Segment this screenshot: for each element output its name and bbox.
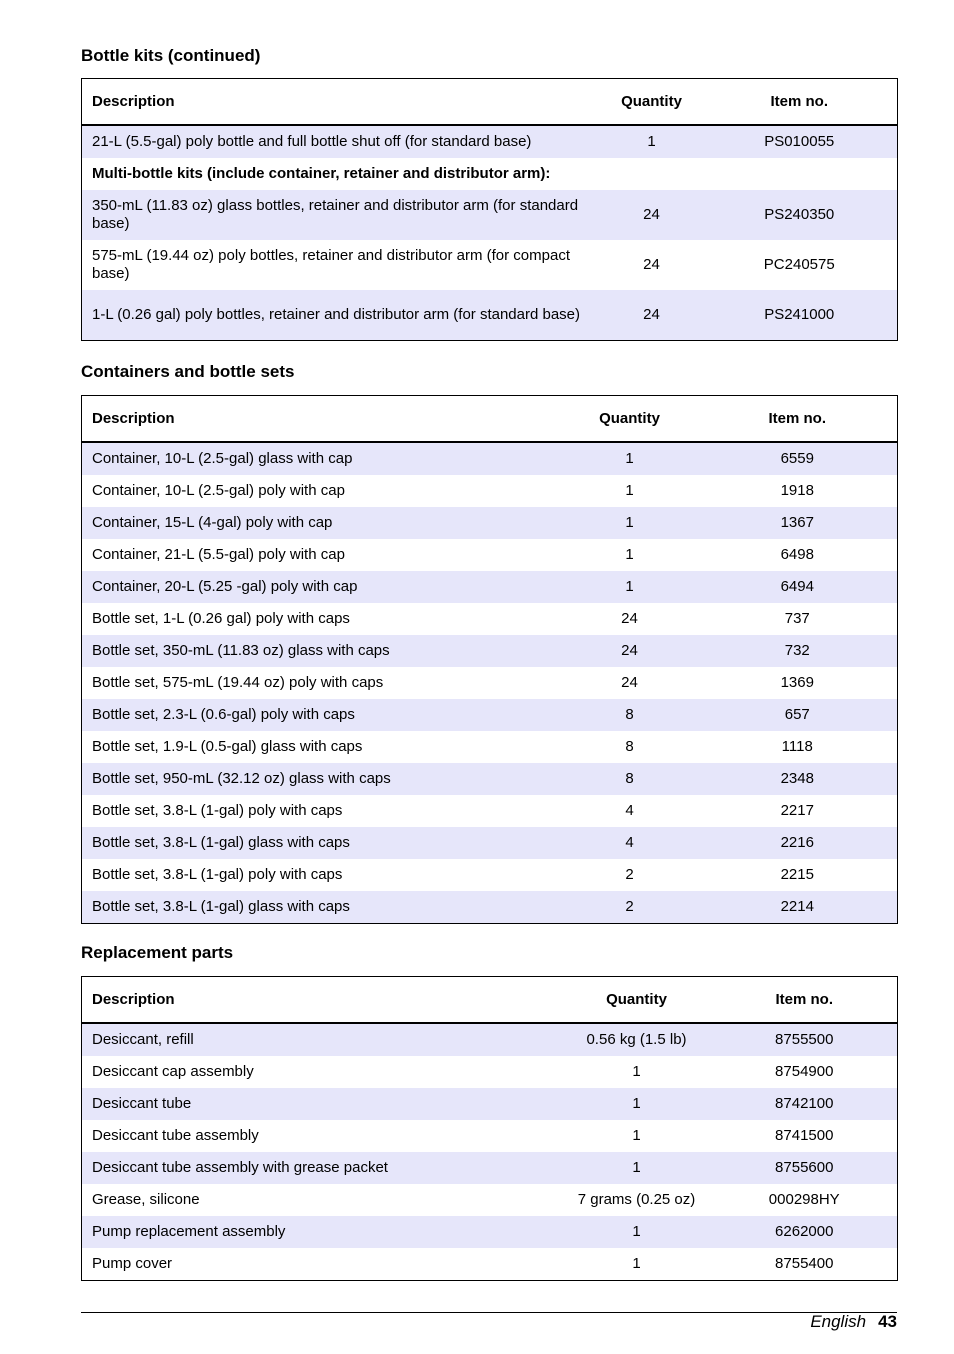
cell-item-no: 8755500 (712, 1023, 898, 1056)
section-title-bottle-kits: Bottle kits (continued) (81, 46, 261, 65)
cell-description: Bottle set, 1.9-L (0.5-gal) glass with caps (82, 731, 562, 763)
table-subheader-row (82, 158, 898, 190)
cell-description: Pump replacement assembly (82, 1216, 562, 1248)
cell-description: Bottle set, 575-mL (19.44 oz) poly with caps (82, 667, 562, 699)
cell-item-no: PS240350 (702, 190, 898, 240)
column-header-item-no: Item no. (712, 977, 898, 1024)
cell-quantity: 24 (562, 667, 698, 699)
cell-item-no: 1118 (698, 731, 898, 763)
bottle-kits-table (81, 78, 898, 341)
cell-description: Desiccant, refill (82, 1023, 562, 1056)
column-header-quantity: Quantity (562, 396, 698, 443)
column-header-description: Description (82, 79, 602, 126)
cell-description: Bottle set, 3.8-L (1-gal) glass with caps (82, 891, 562, 924)
cell-description: Desiccant cap assembly (82, 1056, 562, 1088)
cell-item-no: 2216 (698, 827, 898, 859)
cell-item-no: 2215 (698, 859, 898, 891)
cell-item-no: 6498 (698, 539, 898, 571)
cell-item-no: 737 (698, 603, 898, 635)
cell-quantity: 4 (562, 795, 698, 827)
cell-item-no: 8754900 (712, 1056, 898, 1088)
column-header-description: Description (82, 396, 562, 443)
table-row (82, 539, 898, 571)
table-row (82, 1023, 898, 1056)
cell-quantity: 4 (562, 827, 698, 859)
page-number: 43 (878, 1312, 897, 1331)
table-row (82, 667, 898, 699)
cell-description: Desiccant tube assembly with grease packet (82, 1152, 562, 1184)
cell-description: 350-mL (11.83 oz) glass bottles, retainer and distributor arm (for standard base) (82, 190, 602, 240)
cell-description: Container, 10-L (2.5-gal) glass with cap (82, 442, 562, 475)
cell-item-no: 000298HY (712, 1184, 898, 1216)
column-header-item-no: Item no. (702, 79, 898, 126)
cell-description: Bottle set, 950-mL (32.12 oz) glass with caps (82, 763, 562, 795)
cell-quantity: 1 (602, 125, 702, 158)
table-header-row (82, 396, 898, 443)
cell-quantity: 0.56 kg (1.5 lb) (562, 1023, 712, 1056)
cell-description: Bottle set, 3.8-L (1-gal) poly with caps (82, 795, 562, 827)
section-title-containers: Containers and bottle sets (81, 362, 295, 381)
table-row (82, 1184, 898, 1216)
cell-description: Grease, silicone (82, 1184, 562, 1216)
cell-quantity: 1 (562, 1216, 712, 1248)
cell-item-no: 8755400 (712, 1248, 898, 1281)
cell-description: Desiccant tube assembly (82, 1120, 562, 1152)
cell-description: Pump cover (82, 1248, 562, 1281)
cell-quantity: 24 (602, 190, 702, 240)
cell-item-no: 1369 (698, 667, 898, 699)
table-row (82, 190, 898, 240)
cell-item-no: 2217 (698, 795, 898, 827)
table-row (82, 125, 898, 158)
table-header-row (82, 977, 898, 1024)
table-row (82, 827, 898, 859)
cell-description: 1-L (0.26 gal) poly bottles, retainer and distributor arm (for standard base) (82, 290, 602, 341)
table-row (82, 731, 898, 763)
cell-description: Container, 10-L (2.5-gal) poly with cap (82, 475, 562, 507)
cell-description: Desiccant tube (82, 1088, 562, 1120)
cell-quantity: 8 (562, 699, 698, 731)
table-row (82, 1120, 898, 1152)
page-footer (810, 1312, 897, 1332)
table-row (82, 240, 898, 290)
cell-quantity: 24 (602, 240, 702, 290)
cell-quantity: 1 (562, 1120, 712, 1152)
cell-description: Bottle set, 3.8-L (1-gal) poly with caps (82, 859, 562, 891)
cell-item-no: 8741500 (712, 1120, 898, 1152)
containers-table (81, 395, 898, 924)
table-row (82, 571, 898, 603)
cell-description: 575-mL (19.44 oz) poly bottles, retainer and distributor arm (for compact base) (82, 240, 602, 290)
cell-item-no: 1918 (698, 475, 898, 507)
table-row (82, 1248, 898, 1281)
table-row (82, 475, 898, 507)
footer-language: English (810, 1312, 867, 1331)
cell-quantity: 24 (602, 290, 702, 341)
cell-description: Container, 15-L (4-gal) poly with cap (82, 507, 562, 539)
cell-item-no: 2348 (698, 763, 898, 795)
cell-item-no: 2214 (698, 891, 898, 924)
cell-item-no: 1367 (698, 507, 898, 539)
cell-quantity: 1 (562, 1056, 712, 1088)
cell-quantity: 2 (562, 891, 698, 924)
cell-item-no: PS010055 (702, 125, 898, 158)
cell-item-no: 8742100 (712, 1088, 898, 1120)
table-row (82, 1056, 898, 1088)
table-header-row (82, 79, 898, 126)
cell-quantity: 1 (562, 1248, 712, 1281)
cell-item-no: PC240575 (702, 240, 898, 290)
table-row (82, 795, 898, 827)
table-row (82, 635, 898, 667)
table-row (82, 1216, 898, 1248)
cell-quantity: 1 (562, 442, 698, 475)
cell-subheader: Multi-bottle kits (include container, retainer and distributor arm): (82, 158, 898, 190)
footer-divider (81, 1312, 897, 1313)
cell-quantity: 24 (562, 603, 698, 635)
cell-quantity: 2 (562, 859, 698, 891)
table-row (82, 442, 898, 475)
cell-item-no: 657 (698, 699, 898, 731)
cell-quantity: 1 (562, 475, 698, 507)
cell-item-no: 8755600 (712, 1152, 898, 1184)
cell-description: Bottle set, 3.8-L (1-gal) glass with caps (82, 827, 562, 859)
cell-quantity: 1 (562, 507, 698, 539)
cell-quantity: 24 (562, 635, 698, 667)
section-title-replacement-parts: Replacement parts (81, 943, 234, 962)
table-row (82, 699, 898, 731)
cell-description: Bottle set, 2.3-L (0.6-gal) poly with caps (82, 699, 562, 731)
table-row (82, 1152, 898, 1184)
cell-item-no: PS241000 (702, 290, 898, 341)
cell-description: Bottle set, 1-L (0.26 gal) poly with caps (82, 603, 562, 635)
replacement-parts-table (81, 976, 898, 1281)
cell-quantity: 1 (562, 539, 698, 571)
cell-quantity: 8 (562, 763, 698, 795)
cell-item-no: 6494 (698, 571, 898, 603)
cell-description: 21-L (5.5-gal) poly bottle and full bottle shut off (for standard base) (82, 125, 602, 158)
table-row (82, 763, 898, 795)
table-row (82, 603, 898, 635)
cell-item-no: 6262000 (712, 1216, 898, 1248)
cell-quantity: 7 grams (0.25 oz) (562, 1184, 712, 1216)
table-row (82, 859, 898, 891)
cell-quantity: 1 (562, 1152, 712, 1184)
cell-description: Container, 21-L (5.5-gal) poly with cap (82, 539, 562, 571)
table-row (82, 507, 898, 539)
cell-quantity: 1 (562, 571, 698, 603)
column-header-quantity: Quantity (602, 79, 702, 126)
cell-quantity: 1 (562, 1088, 712, 1120)
table-row (82, 1088, 898, 1120)
cell-description: Container, 20-L (5.25 -gal) poly with cap (82, 571, 562, 603)
cell-item-no: 732 (698, 635, 898, 667)
cell-quantity: 8 (562, 731, 698, 763)
cell-description: Bottle set, 350-mL (11.83 oz) glass with caps (82, 635, 562, 667)
column-header-quantity: Quantity (562, 977, 712, 1024)
column-header-item-no: Item no. (698, 396, 898, 443)
column-header-description: Description (82, 977, 562, 1024)
table-row (82, 290, 898, 341)
table-row (82, 891, 898, 924)
cell-item-no: 6559 (698, 442, 898, 475)
